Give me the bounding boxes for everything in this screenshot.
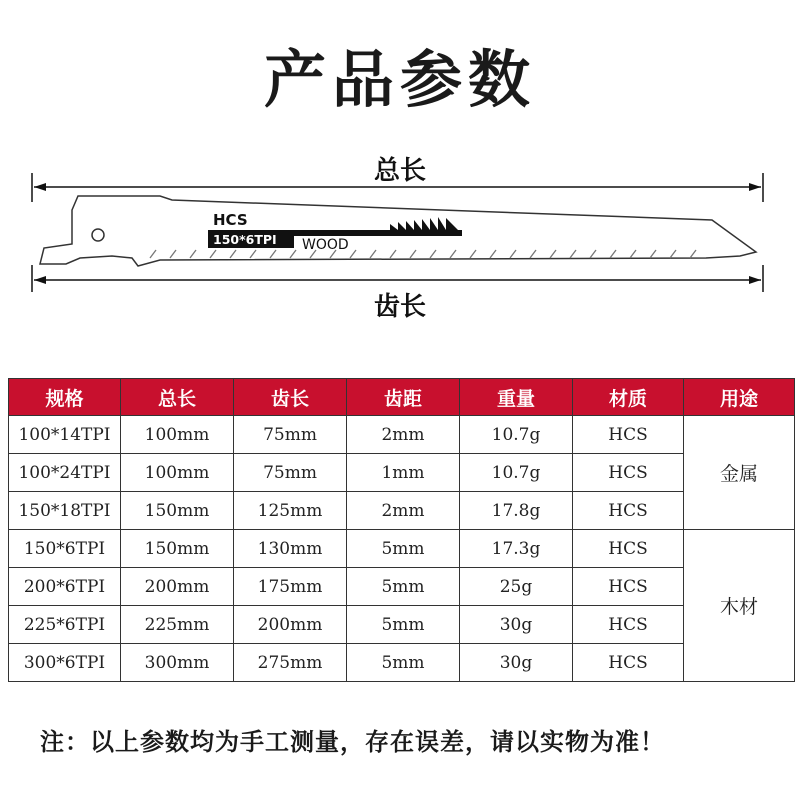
blade-material-text: WOOD: [302, 237, 349, 253]
blade-brand-text: HCS: [213, 211, 248, 229]
cell-weight: 25g: [460, 568, 573, 606]
cell-total-length: 200mm: [121, 568, 234, 606]
cell-tooth-pitch: 5mm: [347, 606, 460, 644]
cell-tooth-length: 75mm: [234, 454, 347, 492]
cell-tooth-length: 125mm: [234, 492, 347, 530]
cell-weight: 17.3g: [460, 530, 573, 568]
cell-tooth-pitch: 5mm: [347, 644, 460, 682]
cell-tooth-pitch: 2mm: [347, 492, 460, 530]
table-row: [9, 492, 795, 530]
cell-tooth-pitch: 2mm: [347, 416, 460, 454]
blade-spec-text: 150*6TPI: [213, 232, 277, 247]
page-title: 产品参数: [263, 43, 536, 116]
table-row: [9, 568, 795, 606]
cell-total-length: 150mm: [121, 492, 234, 530]
cell-weight: 30g: [460, 644, 573, 682]
cell-total-length: 300mm: [121, 644, 234, 682]
tooth-length-label: 齿长: [373, 292, 426, 322]
cell-use-wood: 木材: [684, 530, 795, 682]
header-cell: 齿距: [347, 379, 460, 416]
table-row: [9, 416, 795, 454]
tooth-length-arrow-right: [749, 276, 761, 284]
total-length-arrow-right: [749, 183, 761, 191]
cell-spec: 150*18TPI: [9, 492, 121, 530]
cell-tooth-pitch: 1mm: [347, 454, 460, 492]
blade-diagram: [0, 140, 800, 320]
cell-total-length: 225mm: [121, 606, 234, 644]
header-cell: 总长: [121, 379, 234, 416]
cell-tooth-length: 75mm: [234, 416, 347, 454]
cell-spec: 100*24TPI: [9, 454, 121, 492]
cell-material: HCS: [573, 492, 684, 530]
cell-spec: 200*6TPI: [9, 568, 121, 606]
cell-tooth-length: 200mm: [234, 606, 347, 644]
cell-spec: 300*6TPI: [9, 644, 121, 682]
cell-weight: 10.7g: [460, 454, 573, 492]
cell-total-length: 150mm: [121, 530, 234, 568]
cell-weight: 10.7g: [460, 416, 573, 454]
cell-material: HCS: [573, 454, 684, 492]
header-cell: 重量: [460, 379, 573, 416]
cell-material: HCS: [573, 568, 684, 606]
cell-tooth-pitch: 5mm: [347, 530, 460, 568]
header-cell: 用途: [684, 379, 795, 416]
header-cell: 材质: [573, 379, 684, 416]
cell-material: HCS: [573, 644, 684, 682]
cell-spec: 100*14TPI: [9, 416, 121, 454]
blade-hole: [92, 229, 104, 241]
cell-spec: 150*6TPI: [9, 530, 121, 568]
disclaimer-note: 注：以上参数均为手工测量，存在误差，请以实物为准！: [40, 728, 665, 756]
table-header-row: [9, 379, 795, 416]
total-length-label: 总长: [373, 156, 426, 186]
table-row: [9, 530, 795, 568]
cell-weight: 17.8g: [460, 492, 573, 530]
cell-material: HCS: [573, 606, 684, 644]
total-length-arrow-left: [34, 183, 46, 191]
cell-spec: 225*6TPI: [9, 606, 121, 644]
cell-total-length: 100mm: [121, 454, 234, 492]
cell-total-length: 100mm: [121, 416, 234, 454]
cell-use-metal: 金属: [684, 416, 795, 530]
spec-table: [8, 378, 795, 682]
cell-material: HCS: [573, 530, 684, 568]
cell-tooth-pitch: 5mm: [347, 568, 460, 606]
table-row: [9, 454, 795, 492]
cell-tooth-length: 130mm: [234, 530, 347, 568]
cell-weight: 30g: [460, 606, 573, 644]
table-row: [9, 644, 795, 682]
cell-material: HCS: [573, 416, 684, 454]
cell-tooth-length: 175mm: [234, 568, 347, 606]
tooth-length-arrow-left: [34, 276, 46, 284]
cell-tooth-length: 275mm: [234, 644, 347, 682]
header-cell: 规格: [9, 379, 121, 416]
header-cell: 齿长: [234, 379, 347, 416]
table-row: [9, 606, 795, 644]
